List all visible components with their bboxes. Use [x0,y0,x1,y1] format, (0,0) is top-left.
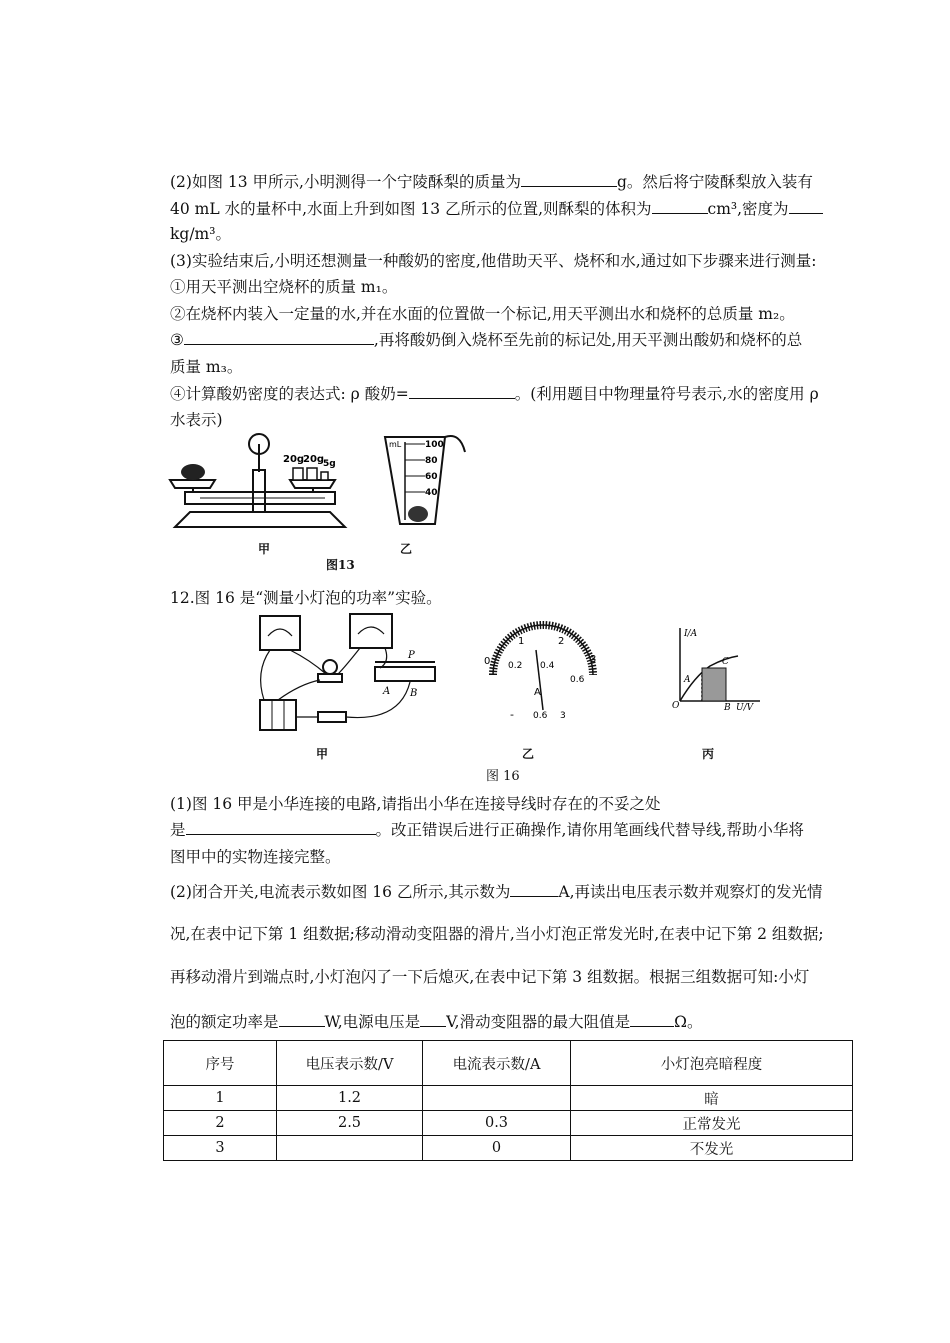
ammeter-needle [536,650,543,710]
dial-tick-0: 0 [484,656,491,667]
fig16-yi-label: 乙 [522,747,535,761]
q11-step4-text-b: 。(利用题目中物理量符号表示,水的密度用 ρ [514,385,819,403]
table-header-row [164,1041,853,1086]
dial-tick-0.2: 0.2 [508,661,523,671]
current-reading-blank[interactable] [510,882,558,897]
dial-tick-2: 2 [558,636,565,647]
q11-step3-line [170,328,802,350]
graph-origin: O [672,701,680,711]
dial-tick-0.4: 0.4 [540,661,555,671]
q12-part2-line2: 况,在表中记下第 1 组数据;移动滑动变阻器的滑片,当小灯泡正常发光时,在表中记下第 2 组数据; [170,925,824,943]
terminal-negative: - [510,708,514,721]
graph-point-c: C [722,657,729,667]
q11-part2-line1 [170,170,813,192]
fig16-caption: 图 16 [486,769,520,784]
volume-answer-blank[interactable] [652,199,708,214]
fig16-bing-label: 丙 [702,747,715,761]
q12-part2-l4-a: 泡的额定功率是 [170,1013,279,1031]
dial-tick-3: 3 [590,654,597,665]
table-cell: 0.3 [423,1111,571,1136]
q11-step2: ②在烧杯内装入一定量的水,并在水面的位置做一个标记,用天平测出水和烧杯的总质量 m₂。 [170,305,795,323]
cylinder-tick-80: 80 [425,456,438,466]
voltmeter-box [260,616,300,650]
graph-point-b: B [724,703,731,713]
q11-part2-text-a: (2)如图 13 甲所示,小明测得一个宁陵酥梨的质量为 [170,173,521,191]
q12-part2-line1 [170,880,823,902]
table-row [164,1136,853,1161]
wiring-issue-blank[interactable] [186,820,376,835]
q12-part2-l4-b: W,电源电压是 [324,1013,421,1031]
fig13-yi-label: 乙 [400,542,413,556]
rheostat[interactable] [375,667,435,681]
graph-y-label: I/A [684,629,698,639]
battery [260,700,296,730]
cylinder-tick-100: 100 [425,440,444,450]
dial-tick-1: 1 [518,636,525,647]
rheostat-label-a: A [383,686,391,697]
table-header-cell: 小灯泡亮暗程度 [571,1041,853,1086]
graph-point-a: A [684,675,691,685]
q11-step3-marker: ③ [170,331,184,349]
q11-step4-line [170,382,819,404]
q11-step4-cont: 水表示) [170,411,223,429]
table-header-cell: 序号 [164,1041,277,1086]
measurement-table [163,1040,853,1161]
figure16-ammeter-dial [478,630,608,730]
q12-part1-text-c: 。改正错误后进行正确操作,请你用笔画线代替导线,帮助小华将 [375,821,804,839]
pear-object [181,464,205,480]
table-cell: 1 [164,1086,277,1111]
ammeter-symbol: A [534,687,541,698]
table-row [164,1111,853,1136]
q12-part1-line3: 图甲中的实物连接完整。 [170,848,341,866]
bulb [323,660,337,674]
q11-part2-line3: kg/m³。 [170,225,231,243]
q11-part2-line2-text-a: 40 mL 水的量杯中,水面上升到如图 13 乙所示的位置,则酥梨的体积为 [170,200,652,218]
figure16-iu-graph [670,626,770,711]
q11-step1: ①用天平测出空烧杯的质量 m₁。 [170,278,398,296]
density-answer-blank[interactable] [789,199,823,214]
q12-part2-l4-d: Ω。 [674,1013,703,1031]
q12-part2-l4-c: V,滑动变阻器的最大阻值是 [446,1013,631,1031]
cylinder-tick-60: 60 [425,472,438,482]
q12-part2-text-a: (2)闭合开关,电流表示数如图 16 乙所示,其示数为 [170,883,511,901]
switch[interactable] [318,712,346,722]
ammeter-box [350,614,392,648]
q11-part2-line2-text-b: cm³,密度为 [707,200,789,218]
source-voltage-blank[interactable] [420,1012,446,1027]
max-resistance-blank[interactable] [630,1012,674,1027]
table-cell: 1.2 [277,1086,423,1111]
q12-part1-line2 [170,818,804,840]
q12-title: 12.图 16 是“测量小灯泡的功率”实验。 [170,589,442,607]
density-formula-blank[interactable] [409,384,515,399]
table-cell: 0 [423,1136,571,1161]
rheostat-label-b: B [410,688,418,699]
q12-part1-line1: (1)图 16 甲是小华连接的电路,请指出小华在连接导线时存在的不妥之处 [170,795,661,813]
table-cell: 3 [164,1136,277,1161]
dial-tick-0.6: 0.6 [570,675,585,685]
q11-step3-text: ,再将酸奶倒入烧杯至先前的标记处,用天平测出酸奶和烧杯的总 [373,331,803,349]
q11-part3-intro: (3)实验结束后,小明还想测量一种酸奶的密度,他借助天平、烧杯和水,通过如下步骤来进行测量: [170,252,817,270]
cylinder-tick-40: 40 [425,488,438,498]
q11-step4-text-a: ④计算酸奶密度的表达式: ρ 酸奶= [170,385,409,403]
table-header-cell: 电压表示数/V [277,1041,423,1086]
table-cell[interactable] [423,1086,571,1111]
table-row [164,1086,853,1111]
terminal-3: 3 [560,711,566,721]
table-cell: 正常发光 [571,1111,853,1136]
fig13-jia-label: 甲 [258,542,271,556]
step3-answer-blank[interactable] [184,330,374,345]
weight-label-2: 20g [303,454,325,465]
figure13-cylinder [380,432,470,532]
q12-part1-text-b: 是 [170,821,186,839]
figure16-circuit [250,612,450,737]
table-header-cell: 电流表示数/A [423,1041,571,1086]
pear-in-cylinder [408,506,428,522]
table-cell: 2 [164,1111,277,1136]
figure13-balance [165,432,355,532]
graph-shaded-area [702,668,726,701]
table-cell[interactable] [277,1136,423,1161]
q12-part2-line3: 再移动滑片到端点时,小灯泡闪了一下后熄灭,在表中记下第 3 组数据。根据三组数据可知:小灯 [170,968,810,986]
graph-x-label: U/V [736,703,754,713]
weight-label-3: 5g [323,459,336,469]
fig13-caption: 图13 [326,558,355,572]
q12-part2-text-b: A,再读出电压表示数并观察灯的发光情 [558,883,823,901]
q11-step3-cont: 质量 m₃。 [170,358,243,376]
table-cell: 暗 [571,1086,853,1111]
table-cell: 不发光 [571,1136,853,1161]
q11-part2-line2 [170,197,823,219]
q11-part2-text-b: g。然后将宁陵酥梨放入装有 [616,173,813,191]
rated-power-blank[interactable] [279,1012,325,1027]
fig16-jia-label: 甲 [316,747,329,761]
table-cell: 2.5 [277,1111,423,1136]
cylinder-unit: mL [389,440,402,449]
q12-part2-line4 [170,1010,702,1032]
mass-answer-blank[interactable] [521,172,617,187]
rheostat-label-p: P [408,650,415,661]
weight-label-1: 20g [283,454,305,465]
terminal-0.6: 0.6 [533,711,548,721]
